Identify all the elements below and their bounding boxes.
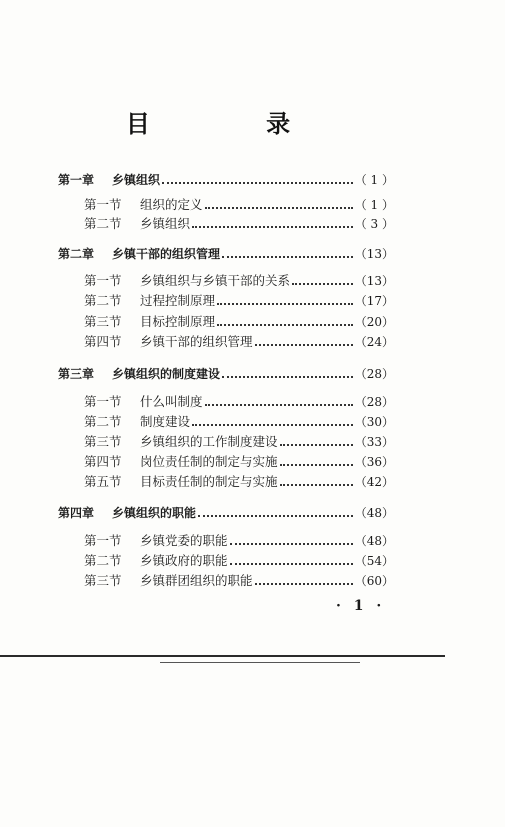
dot-leader [280, 484, 353, 486]
section-title: 乡镇党委的职能 [140, 533, 228, 548]
section-number: 第二节 [84, 216, 122, 231]
dot-leader [255, 344, 353, 346]
section-number: 第四节 [84, 454, 122, 469]
section-title: 乡镇干部的组织管理 [140, 334, 253, 349]
section-page-number: （ 1 ） [354, 198, 394, 212]
chapter-title: 乡镇组织的职能 [112, 506, 197, 520]
section-number: 第一节 [84, 533, 122, 548]
dot-leader [192, 424, 353, 426]
chapter-page-number: （28） [354, 367, 394, 381]
chapter-title: 乡镇组织的制度建设 [112, 367, 221, 381]
page-folio: · 1 · [336, 598, 386, 614]
chapter-page-number: （48） [354, 506, 394, 520]
toc-section [58, 572, 394, 590]
toc-section [58, 453, 394, 471]
dot-leader [198, 515, 353, 517]
section-number: 第二节 [84, 414, 122, 429]
toc-section [58, 272, 394, 290]
dot-leader [217, 303, 353, 305]
section-page-number: （30） [354, 415, 394, 429]
page-title: 目 录 [125, 110, 345, 138]
section-page-number: （20） [354, 315, 394, 329]
section-number: 第三节 [84, 314, 122, 329]
section-title: 乡镇组织的工作制度建设 [140, 434, 278, 449]
chapter-page-number: （13） [354, 247, 394, 261]
dot-leader [230, 563, 353, 565]
section-title: 目标责任制的制定与实施 [140, 474, 278, 489]
toc-section [58, 552, 394, 570]
dot-leader [230, 543, 353, 545]
section-page-number: （17） [354, 294, 394, 308]
toc-section [58, 196, 394, 214]
section-page-number: （ 3 ） [354, 217, 394, 231]
toc-chapter-2 [58, 245, 394, 263]
section-page-number: （13） [354, 274, 394, 288]
dot-leader [292, 283, 353, 285]
dot-leader [280, 444, 353, 446]
toc-section [58, 313, 394, 331]
chapter-number: 第二章 [58, 247, 95, 261]
section-title: 乡镇政府的职能 [140, 553, 228, 568]
chapter-number: 第一章 [58, 173, 95, 187]
section-number: 第三节 [84, 573, 122, 588]
dot-leader [217, 324, 353, 326]
dot-leader [205, 404, 353, 406]
section-title: 乡镇群团组织的职能 [140, 573, 253, 588]
section-number: 第一节 [84, 273, 122, 288]
toc-section [58, 292, 394, 310]
toc-section [58, 413, 394, 431]
toc-section [58, 433, 394, 451]
dot-leader [192, 226, 353, 228]
toc-chapter-1 [58, 171, 394, 189]
section-page-number: （48） [354, 534, 394, 548]
scan-edge-line [160, 662, 360, 663]
toc-section [58, 532, 394, 550]
toc-chapter-4 [58, 504, 394, 522]
section-title: 过程控制原理 [140, 293, 216, 308]
section-title: 岗位责任制的制定与实施 [140, 454, 278, 469]
toc-section [58, 215, 394, 233]
dot-leader [255, 583, 353, 585]
section-title: 组织的定义 [140, 197, 203, 212]
section-page-number: （24） [354, 335, 394, 349]
section-page-number: （54） [354, 554, 394, 568]
section-title: 目标控制原理 [140, 314, 216, 329]
section-number: 第五节 [84, 474, 122, 489]
section-number: 第一节 [84, 197, 122, 212]
section-number: 第三节 [84, 434, 122, 449]
section-page-number: （28） [354, 395, 394, 409]
section-number: 第二节 [84, 293, 122, 308]
section-number: 第一节 [84, 394, 122, 409]
section-title: 乡镇组织 [140, 216, 191, 231]
chapter-number: 第三章 [58, 367, 95, 381]
dot-leader [222, 376, 353, 378]
section-page-number: （60） [354, 574, 394, 588]
dot-leader [162, 182, 353, 184]
section-number: 第四节 [84, 334, 122, 349]
toc-section [58, 393, 394, 411]
toc-section [58, 333, 394, 351]
section-page-number: （36） [354, 455, 394, 469]
toc-section [58, 473, 394, 491]
dot-leader [205, 207, 353, 209]
section-number: 第二节 [84, 553, 122, 568]
chapter-page-number: （ 1 ） [354, 173, 394, 187]
chapter-number: 第四章 [58, 506, 95, 520]
chapter-title: 乡镇组织 [112, 173, 161, 187]
section-page-number: （42） [354, 475, 394, 489]
scan-edge-line [0, 655, 445, 657]
section-title: 乡镇组织与乡镇干部的关系 [140, 273, 291, 288]
toc-chapter-3 [58, 365, 394, 383]
dot-leader [280, 464, 353, 466]
section-page-number: （33） [354, 435, 394, 449]
dot-leader [222, 256, 353, 258]
chapter-title: 乡镇干部的组织管理 [112, 247, 221, 261]
section-title: 制度建设 [140, 414, 191, 429]
section-title: 什么叫制度 [140, 394, 203, 409]
